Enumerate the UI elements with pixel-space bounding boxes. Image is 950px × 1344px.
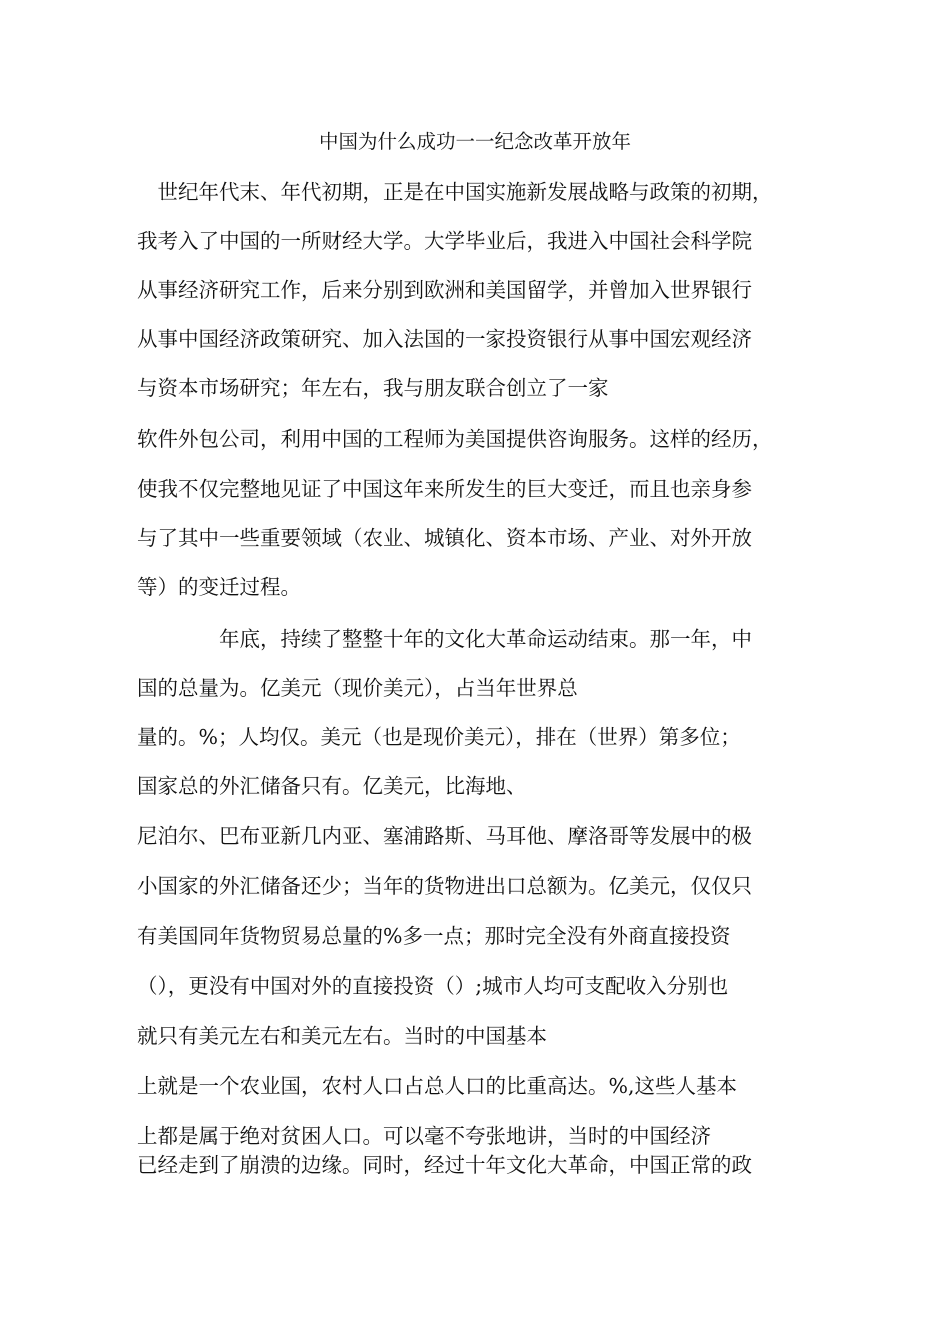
- paragraph-line: 我考入了中国的一所财经大学。大学毕业后，我进入中国社会科学院: [137, 229, 752, 253]
- paragraph-line: 与资本市场研究；年左右，我与朋友联合创立了一家: [137, 376, 609, 400]
- paragraph-line: 使我不仅完整地见证了中国这年来所发生的巨大变迁，而且也亲身参: [137, 477, 752, 501]
- paragraph-line: 等）的变迁过程。: [137, 575, 301, 599]
- paragraph-line: 上就是一个农业国，农村人口占总人口的比重高达。%,这些人基本: [137, 1074, 737, 1098]
- paragraph-line: 尼泊尔、巴布亚新几内亚、塞浦路斯、马耳他、摩洛哥等发展中的极: [137, 824, 752, 848]
- paragraph-line: 世纪年代末、年代初期，正是在中国实施新发展战略与政策的初期，: [137, 180, 773, 204]
- paragraph-line: 量的。%；人均仅。美元（也是现价美元），排在（世界）第多位；: [137, 725, 741, 749]
- paragraph-line: 有美国同年货物贸易总量的%多一点；那时完全没有外商直接投资: [137, 924, 731, 948]
- paragraph-line: 国家总的外汇储备只有。亿美元，比海地、: [137, 774, 527, 798]
- paragraph-line: 与了其中一些重要领域（农业、城镇化、资本市场、产业、对外开放: [137, 526, 752, 550]
- paragraph-line: 软件外包公司，利用中国的工程师为美国提供咨询服务。这样的经历，: [137, 427, 773, 451]
- paragraph-line: 就只有美元左右和美元左右。当时的中国基本: [137, 1024, 547, 1048]
- paragraph-line: 年底，持续了整整十年的文化大革命运动结束。那一年，中: [137, 627, 752, 651]
- paragraph-line: 国的总量为。亿美元（现价美元），占当年世界总: [137, 676, 578, 700]
- paragraph-line: 从事中国经济政策研究、加入法国的一家投资银行从事中国宏观经济: [137, 327, 752, 351]
- document-title: 中国为什么成功一一纪念改革开放年: [318, 130, 631, 153]
- paragraph-line: 从事经济研究工作，后来分别到欧洲和美国留学，并曾加入世界银行: [137, 278, 752, 302]
- paragraph-line: （），更没有中国对外的直接投资（）;城市人均可支配收入分别也: [137, 974, 729, 998]
- paragraph-line: 小国家的外汇储备还少；当年的货物进出口总额为。亿美元，仅仅只: [137, 874, 752, 898]
- paragraph-line: 上都是属于绝对贫困人口。可以毫不夸张地讲，当时的中国经济: [137, 1124, 711, 1148]
- paragraph-line: 已经走到了崩溃的边缘。同时，经过十年文化大革命，中国正常的政: [137, 1153, 752, 1177]
